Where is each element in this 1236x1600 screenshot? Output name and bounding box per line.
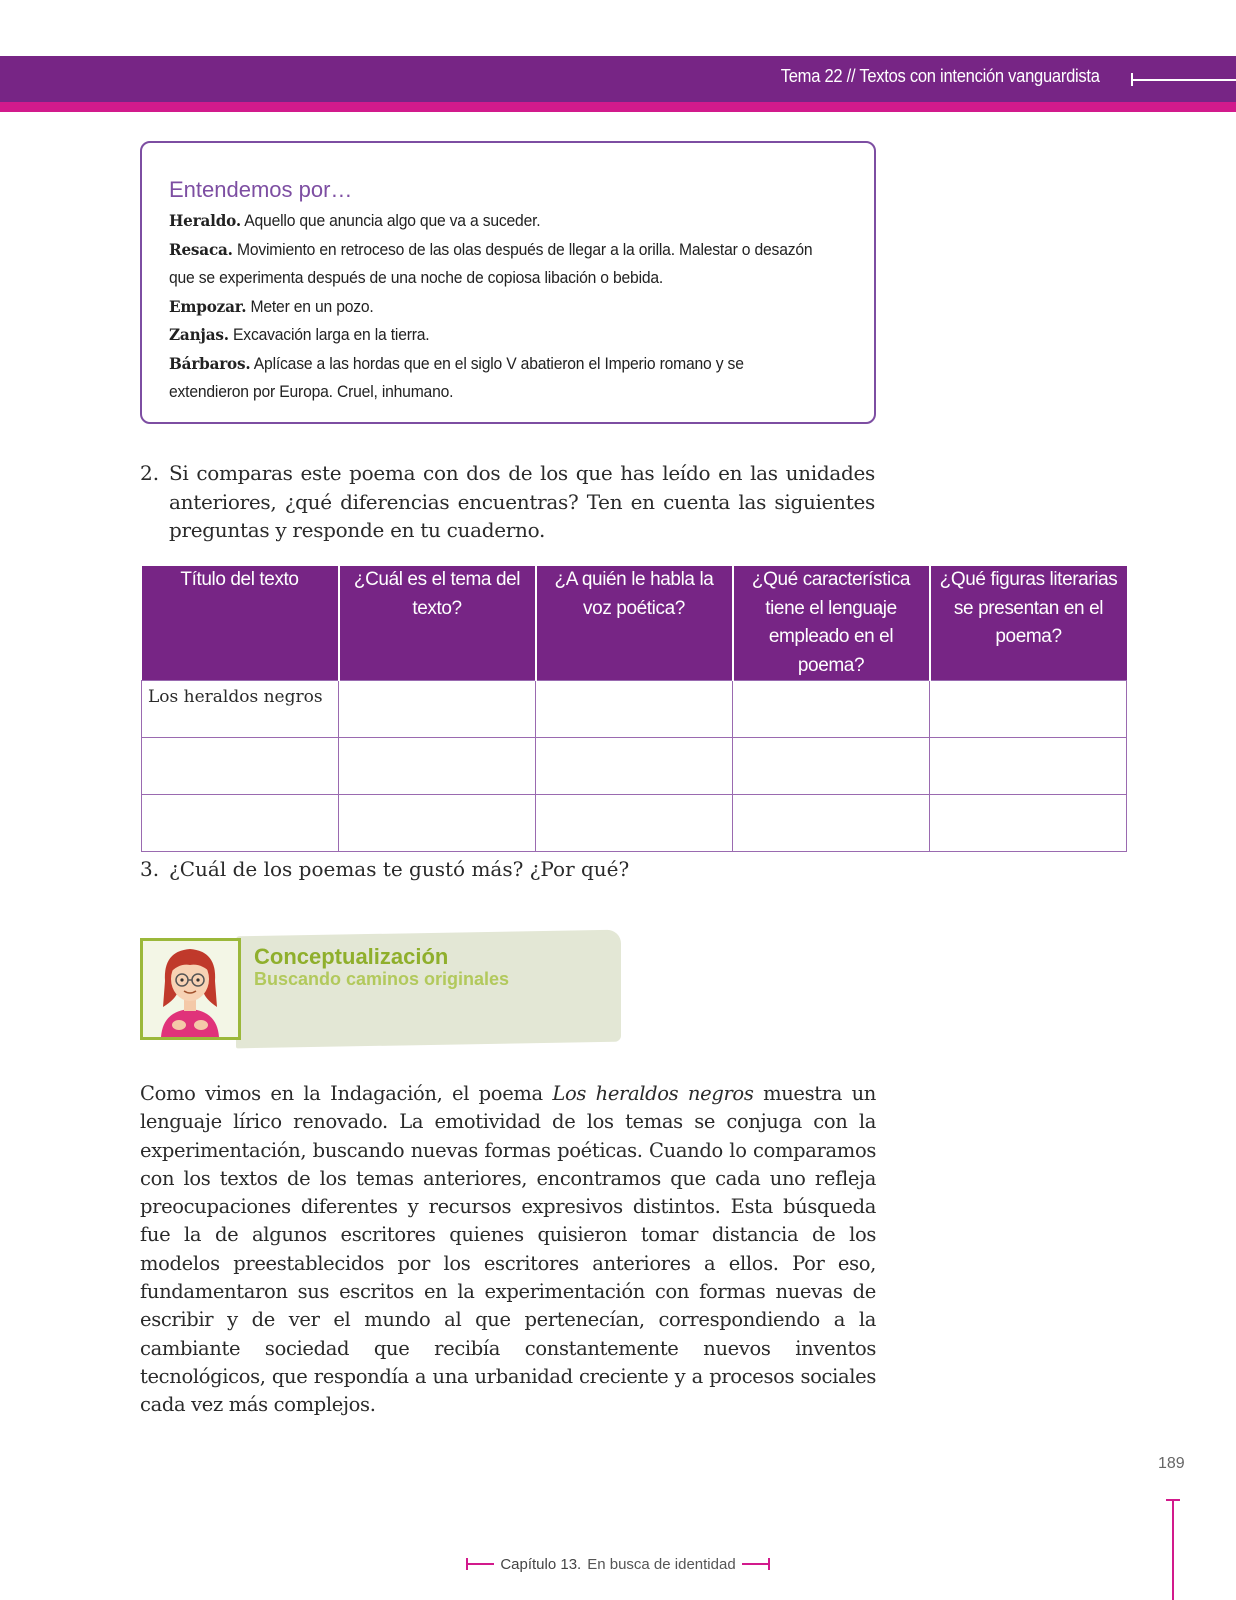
footer [0, 1552, 1236, 1573]
glossary-definition: Aplícase a las hordas que en el siglo V abatieron el Imperio romano y se extendieron por Europa. Cruel, inhumano. [169, 354, 744, 401]
question-number: 3. [140, 857, 160, 881]
header-rule [1132, 79, 1236, 81]
footer-rule-right [742, 1563, 770, 1565]
table-cell [536, 681, 733, 738]
concept-subtitle: Buscando caminos originales [254, 969, 510, 989]
table-cell [536, 738, 733, 795]
table-header-cell: ¿A quién le habla la voz poética? [536, 566, 733, 681]
table-cell [733, 738, 930, 795]
table-cell [733, 795, 930, 852]
glossary-title: Entendemos por… [169, 177, 353, 202]
question-3 [140, 855, 629, 883]
question-2 [140, 459, 880, 545]
glossary-item [169, 350, 826, 407]
table-row [142, 681, 1127, 738]
glossary-term: Bárbaros. [169, 353, 251, 373]
glossary-item [169, 321, 826, 350]
table-cell [733, 681, 930, 738]
glossary-definition: Excavación larga en la tierra. [233, 326, 430, 344]
table-cell [536, 795, 733, 852]
poem-title: Los heraldos negros [552, 1082, 754, 1105]
table-cell: Los heraldos negros [142, 681, 339, 738]
table-row [142, 738, 1127, 795]
page-number: 189 [1158, 1455, 1185, 1472]
glossary-item [169, 236, 826, 293]
header-stripe [0, 102, 1236, 112]
glossary-definition: Movimiento en retroceso de las olas después de llegar a la orilla. Malestar o desazón que se experimenta después de una noche de copiosa libación o bebida. [169, 240, 813, 287]
table-cell [142, 738, 339, 795]
body-paragraph [140, 1080, 876, 1420]
glossary-term: Heraldo. [169, 211, 241, 230]
table-header-cell: ¿Cuál es el tema del texto? [339, 566, 536, 681]
glossary-box [140, 141, 876, 424]
table-cell [339, 738, 536, 795]
glossary-term: Zanjas. [169, 325, 229, 344]
table-row [142, 795, 1127, 852]
table-cell [339, 795, 536, 852]
concept-title: Conceptualización [254, 944, 449, 969]
footer-title: En busca de identidad [587, 1555, 736, 1573]
glossary-item [169, 207, 826, 236]
table-cell [930, 738, 1127, 795]
table-cell [339, 681, 536, 738]
girl-avatar-icon [143, 941, 238, 1037]
glossary-item [169, 293, 826, 322]
table-cell [930, 681, 1127, 738]
glossary-term: Resaca. [169, 239, 233, 259]
body-text-rest: muestra un lenguaje lírico renovado. La emotividad de los temas se conjuga con la experimentación, buscando nuevas formas poéticas. Cuando lo comparamos con los textos de los temas anteriores, encontramos que cada uno refleja preocupaciones diferentes y recursos expresivos distintos. Esta búsqueda fue la de algunos escritores quienes quisieron tomar distancia de los modelos preestablecidos por los escritores anteriores a ellos. Por eso, fundamentaron sus escritos en la experimentación con formas nuevas de escribir y de ver el mundo al que pertenecían, correspondiendo a la cambiante sociedad que recibía constantemente nuevos inventos tecnológicos, que respondía a una urbanidad creciente y a procesos sociales cada vez más complejos. [140, 1082, 877, 1417]
question-text: Si comparas este poema con dos de los que has leído en las unidades anteriores, ¿qué diferencias encuentras? Ten en cuenta las siguientes preguntas y responde en tu cuaderno. [169, 461, 875, 542]
question-text: ¿Cuál de los poemas te gustó más? ¿Por qué? [169, 857, 630, 881]
question-number: 2. [140, 461, 160, 485]
table-header-cell: ¿Qué característica tiene el lenguaje empleado en el poema? [733, 566, 930, 681]
table-header-cell: ¿Qué figuras literarias se presentan en el poema? [930, 566, 1127, 681]
table-cell [142, 795, 339, 852]
glossary-definition: Meter en un pozo. [250, 297, 374, 316]
comparison-table [141, 566, 1127, 852]
concept-avatar-frame [140, 938, 241, 1040]
header-title: Tema 22 // Textos con intención vanguardista [781, 66, 1100, 86]
glossary-term: Empozar. [169, 296, 247, 316]
table-cell [930, 795, 1127, 852]
glossary-definition: Aquello que anuncia algo que va a suceder. [244, 212, 541, 230]
side-rule [1172, 1500, 1174, 1600]
table-header-row [142, 566, 1127, 681]
table-header-cell: Título del texto [142, 566, 339, 681]
footer-rule-left [466, 1563, 494, 1565]
body-text-start: Como vimos en la Indagación, el poema [140, 1082, 553, 1105]
footer-chapter: Capítulo 13. [500, 1555, 582, 1573]
